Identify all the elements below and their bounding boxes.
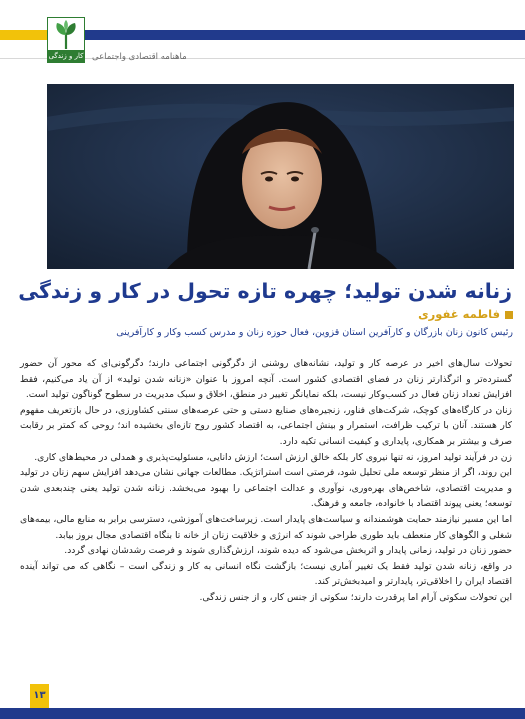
portrait-image [47, 84, 514, 269]
plant-icon [48, 19, 84, 51]
magazine-name: ماهنامه اقتصادی واجتماعی [92, 52, 187, 62]
article-body [20, 356, 512, 606]
paragraph: اما این مسیر نیازمند حمایت هوشمندانه و سیاست‌های پایدار است. زیرساخت‌های آموزشی، دسترسی برابر به منابع مالی، بیمه‌های شغلی و الگوهای کار منعطف باید طوری طراحی شوند که انرژی و خلاقیت زنان از خانه تا بنگاه اقتصادی مجال بروز بیابد. [20, 513, 512, 541]
author-name: فاطمه غفوری [418, 307, 500, 321]
article-title: زنانه شدن تولید؛ چهره تازه تحول در کار و زندگی [18, 279, 512, 303]
article-author [418, 307, 513, 321]
paragraph: این روند، اگر از منظر توسعه ملی تحلیل شود، فرصتی است استراتژیک. مطالعات جهانی نشان می‌دهد افزایش سهم زنان در تولید و مدیریت اقتصادی، شاخص‌های بهره‌وری، نوآوری و عدالت اجتماعی را بهبود می‌بخشد. زنانه شدن تولید یعنی چندبعدی شدن توسعه؛ یعنی پیوند اقتصاد با خانواده، جامعه و فرهنگ. [20, 467, 512, 510]
page-number: ۱۳ [30, 684, 49, 708]
author-role: رئیس کانون زنان بازرگان و کارآفرین استان قزوین، فعال حوزه زنان و مدرس کسب وکار و کارآفرینی [116, 327, 513, 338]
author-photo [47, 84, 514, 269]
logo-text: کار و زندگی [48, 52, 84, 60]
paragraph: زنان در کارگاه‌های کوچک، شرکت‌های فناور، زنجیره‌های صنایع دستی و حتی عرصه‌های سنتی کشاورزی، در حال بازتعریف مفهوم کار هستند. آنان با ترکیب ظرافت، استمرار و بینش اجتماعی، به اقتصاد کشور روح تازه‌ای بخشیده اند؛ روحی که کمتر بر رقابت صرف و بیشتر بر همکاری، پایداری و کیفیت انسانی تکیه دارد. [20, 404, 512, 447]
paragraph: زن در فرآیند تولید امروز، نه تنها نیروی کار بلکه خالق ارزش است؛ ارزش دانایی، مسئولیت‌پذیری و همدلی در محیط‌های کاری. [34, 451, 512, 463]
author-marker-icon [505, 311, 513, 319]
paragraph: حضور زنان در تولید، زمانی پایدار و اثربخش می‌شود که دیده شوند، ارزش‌گذاری شوند و فرصت رشدشان نهادی گردد. [64, 545, 512, 557]
footer-bar [0, 708, 525, 719]
header-accent-blue [70, 30, 525, 40]
magazine-logo [47, 17, 85, 63]
paragraph: تحولات سال‌های اخیر در عرصه کار و تولید، نشانه‌های روشنی از دگرگونی اجتماعی دارند؛ دگرگونی‌ای که محور آن حضور گسترده‌تر و اثرگذارتر زنان در فضای اقتصادی کشور است. آنچه امروز با عنوان «زنانه شدن تولید» از آن یاد می‌کنیم، فقط افزایش تعداد زنان فعال در کسب‌وکار نیست، بلکه نمایانگر تغییر در منطق، اخلاق و سبک مدیریت در سطوح گوناگون تولید است. [20, 358, 512, 401]
paragraph: این تحولات سکوتی آرام اما پرقدرت دارند؛ سکوتی از جنس کار، و از جنس زندگی. [199, 591, 512, 603]
paragraph: در واقع، زنانه شدن تولید فقط یک تغییر آماری نیست؛ بازگشت نگاه انسانی به کار و زندگی است – نگاهی که می تواند آینده اقتصاد ایران را اخلاقی‌تر، پایدارتر و امیدبخش‌تر کند. [20, 560, 512, 588]
